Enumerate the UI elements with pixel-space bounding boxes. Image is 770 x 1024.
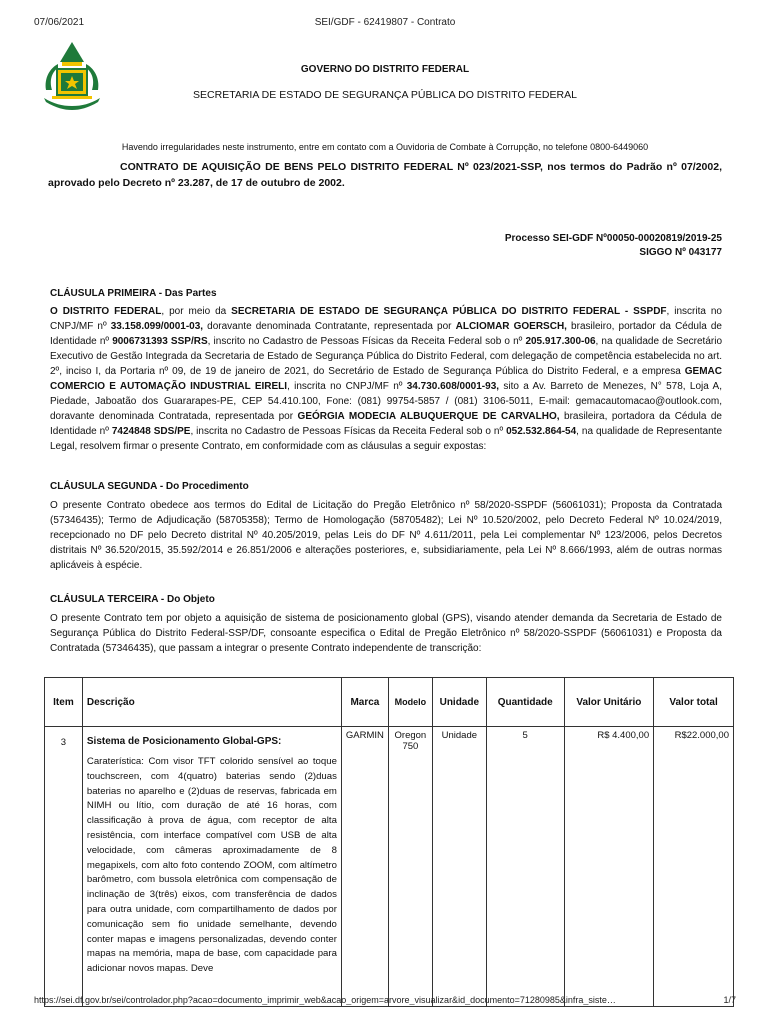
clause-2-heading: CLÁUSULA SEGUNDA - Do Procedimento: [50, 481, 249, 492]
col-item-header: Item: [45, 678, 83, 727]
cell-model: Oregon 750: [388, 727, 432, 1007]
col-unit-value-header: Valor Unitário: [564, 678, 654, 727]
cell-brand: GARMIN: [341, 727, 388, 1007]
print-date: 07/06/2021: [34, 17, 85, 28]
brasao-df-logo: [40, 38, 104, 118]
footer-url[interactable]: https://sei.df.gov.br/sei/controlador.php?acao=documento_imprimir_web&acao_origem=arvore_visualizar&id_documento=71280985&infra_siste…: [34, 995, 616, 1005]
col-description-header: Descrição: [82, 678, 341, 727]
item-description: Caraterística: Com visor TFT colorido sensível ao toque touchscreen, com 4(quatro) baterias sendo (2)duas baterias no aparelho e (2)duas de reservas, fabricada em NIMH ou lítio, com duração de até 16 horas, com classificação à prova de água, com receptor de alta resistência, com interface compatível com USB de alta velocidade, com câmeras aproximadamente de 8 megapixels, com alto foto contendo ZOOM, com altímetro barômetro, com bussola eletrônica com compensação de inclinação de 3(três) eixos, com transferência de dados para outra unidade, com compartilhamento de dados por comunicação sem fio unidade semelhante, devendo conter mapas e imagens personalizadas, devendo conter mapas na memória, mapa de base, com capacidade para adicionar novos mapas. Deve: [86, 756, 337, 975]
clause-1-heading: CLÁUSULA PRIMEIRA - Das Partes: [50, 288, 217, 299]
col-model-header: Modelo: [388, 678, 432, 727]
cell-unit-value: R$ 4.400,00: [564, 727, 654, 1007]
clause-3-text: O presente Contrato tem por objeto a aquisição de sistema de posicionamento global (GPS), visando atender demanda da Secretaria de Estado de Segurança Pública do Distrito Federal-SSP/DF, consoante especifica o Edital de Pregão Eletrônico nº 58/2020-SSPDF (56061031) e Proposta da Contratada (57346435), que passam a integrar o presente Contrato independente de transcrição:: [50, 613, 722, 654]
cell-quantity: 5: [486, 727, 564, 1007]
table-row: [45, 727, 734, 1007]
clause-3-heading: CLÁUSULA TERCEIRA - Do Objeto: [50, 594, 215, 605]
print-title: SEI/GDF - 62419807 - Contrato: [314, 17, 456, 28]
col-quantity-header: Quantidade: [486, 678, 564, 727]
col-unit-header: Unidade: [432, 678, 486, 727]
items-table: [44, 677, 734, 1007]
page-number: 1/7: [723, 995, 736, 1005]
table-header-row: [45, 678, 734, 727]
secretariat-name: SECRETARIA DE ESTADO DE SEGURANÇA PÚBLICA DO DISTRITO FEDERAL: [193, 89, 577, 101]
clause-2-text: O presente Contrato obedece aos termos do Edital de Licitação do Pregão Eletrônico nº 58/2020-SSPDF (56061031); Proposta da Contratada (57346435); Termo de Adjudicação (58705358); Termo de Homologação (58705482); Lei Nº 10.520/2002, pelo Decreto Federal Nº 10.024/2019, recepcionado no DF pelo Decreto distrital Nº 40.205/2019, pelas Leis do DF Nº 4.611/2011, pela Lei complementar Nº 123/2006, pelos Decretos distritais Nº 36.520/2015, 35.592/2014 e 26.851/2006 e alterações posteriores, e, subsidiariamente, pela Lei Nº 8.666/1993, além de outras normas aplicáveis à espécie.: [50, 500, 722, 571]
government-name: GOVERNO DO DISTRITO FEDERAL: [300, 64, 470, 75]
cell-item: 3: [45, 727, 83, 1007]
process-reference: [300, 232, 722, 260]
cell-description: [82, 727, 341, 1007]
item-title: Sistema de Posicionamento Global-GPS:: [86, 736, 282, 747]
cell-unit: Unidade: [432, 727, 486, 1007]
clause-1-text: O DISTRITO FEDERAL, por meio da SECRETARIA DE ESTADO DE SEGURANÇA PÚBLICA DO DISTRITO FEDERAL - SSPDF, inscrita no CNPJ/MF nº 33.158.099/0001-03, doravante denominada Contratante, representada por ALCIOMAR GOERSCH, brasileiro, portador da Cédula de Identidade nº 9006731393 SSP/RS, inscrito no Cadastro de Pessoas Físicas da Receita Federal sob o nº 205.917.300-06, na qualidade de Secretário Executivo de Gestão Integrada da Secretaria de Estado de Segurança Pública do Distrito Federal, com delegação de competência estabelecida no art. 2º, inciso I, da Portaria nº 09, de 19 de janeiro de 2021, do Secretário de Estado de Segurança Pública do Distrito Federal, e a empresa GEMAC COMERCIO E AUTOMAÇÃO INDUSTRIAL EIRELI, inscrita no CNPJ/MF nº 34.730.608/0001-93, sito a Av. Barreto de Menezes, N° 578, Loja A, Piedade, Jaboatão dos Guararapes-PE, CEP 54.410.100, Fone: (081) 99754-5857 / (081) 3106-5011, E-mail: gemacautomacao@outlook.com, doravante denominada Contratada, representada por GEÓRGIA MODECIA ALBUQUERQUE DE CARVALHO, brasileira, portadora da Cédula de Identidade nº 7424848 SDS/PE, inscrita no Cadastro de Pessoas Físicas da Receita Federal sob o nº 052.532.864-54, na qualidade de Representante Legal, resolvem firmar o presente Contrato, em conformidade com as cláusulas a seguir expostas:: [50, 306, 723, 452]
process-number: Processo SEI-GDF Nº00050-00020819/2019-25: [504, 233, 722, 244]
cell-total-value: R$22.000,00: [654, 727, 734, 1007]
col-total-value-header: Valor total: [654, 678, 734, 727]
col-brand-header: Marca: [341, 678, 388, 727]
ombudsman-notice: Havendo irregularidades neste instrumento, entre em contato com a Ouvidoria de Combate à Corrupção, no telefone 0800-6449060: [121, 142, 649, 152]
contract-title: CONTRATO DE AQUISIÇÃO DE BENS PELO DISTRITO FEDERAL Nº 023/2021-SSP, nos termos do Padrão nº 07/2002, aprovado pelo Decreto nº 23.287, de 17 de outubro de 2002.: [48, 161, 722, 189]
siggo-number: SIGGO Nº 043177: [639, 247, 722, 258]
